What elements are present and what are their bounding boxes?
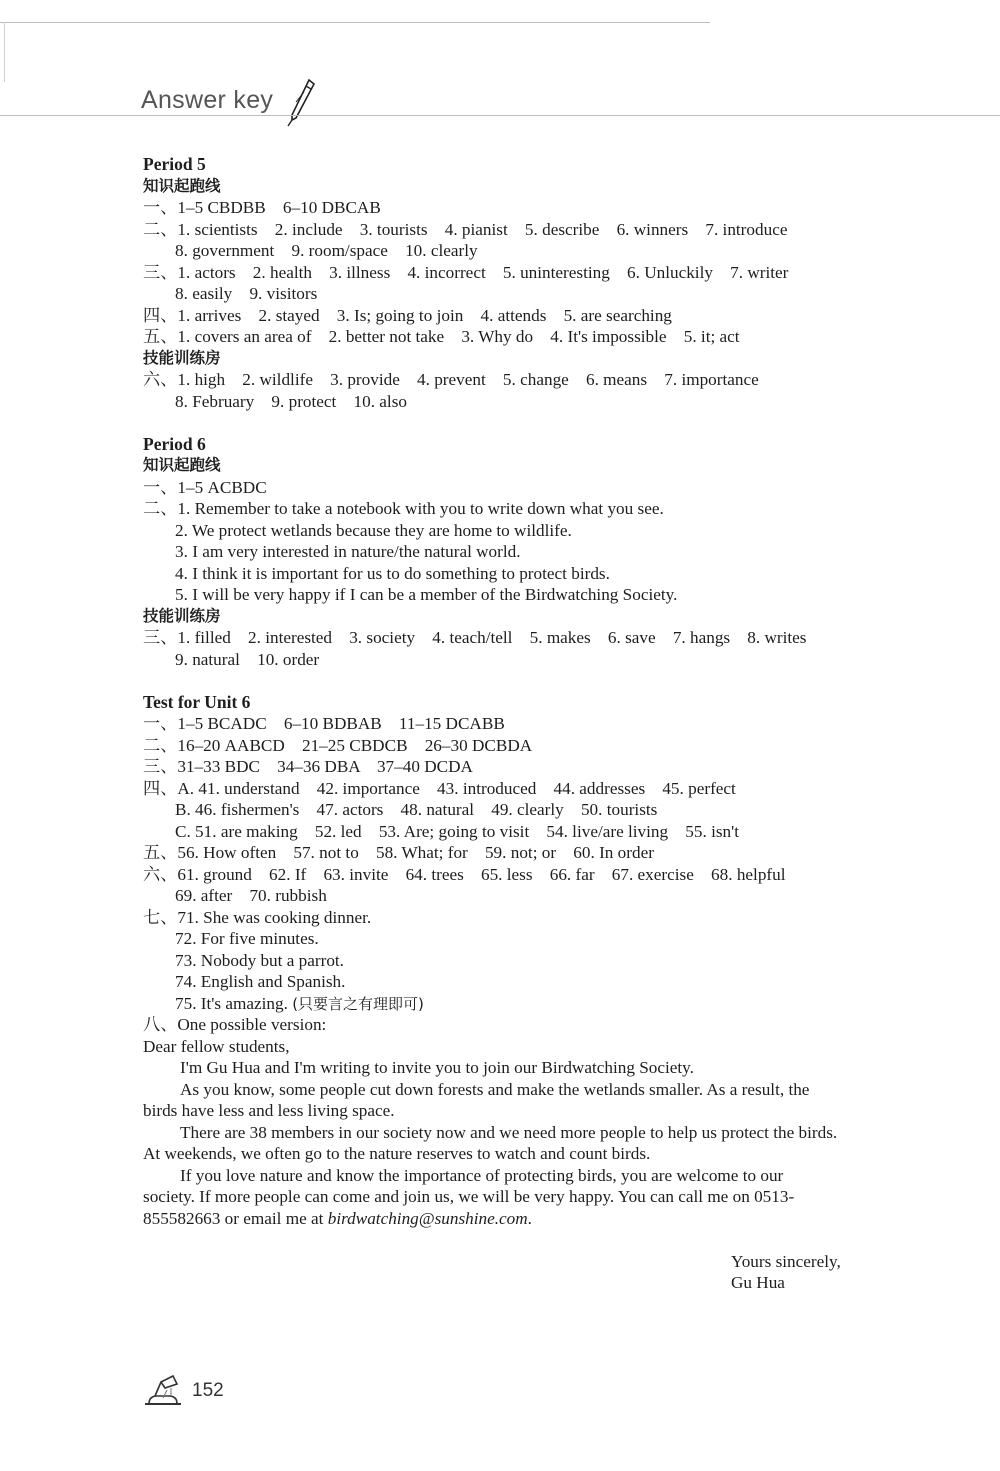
answer-line: 9. natural 10. order [175, 649, 320, 669]
answer-line: 一、1–5 ACBDC [143, 477, 267, 497]
answer-line: 四、1. arrives 2. stayed 3. Is; going to join 4. attends 5. are searching [143, 305, 672, 325]
spacer [143, 1229, 943, 1251]
answer-content [143, 154, 943, 1294]
answer-line: 八、One possible version: [143, 1015, 327, 1034]
letter-greeting: Dear fellow students, [143, 1036, 290, 1056]
answer-line: C. 51. are making 52. led 53. Are; going to visit 54. live/are living 55. isn't [175, 821, 740, 841]
answer-line: 3. I am very interested in nature/the natural world. [175, 542, 521, 561]
period6-sub2: 技能训练房 [143, 606, 221, 625]
answer-line: 五、1. covers an area of 2. better not take 3. Why do 4. It's impossible 5. it; act [143, 327, 740, 346]
answer-line: 69. after 70. rubbish [175, 886, 327, 905]
pen-icon [284, 78, 318, 128]
lamp-icon [141, 1368, 185, 1408]
answer-line: 五、56. How often 57. not to 58. What; for 59. not; or 60. In order [143, 843, 654, 862]
letter-paragraph [143, 1208, 943, 1230]
letter-text: 855582663 or email me at [143, 1208, 328, 1228]
answer-line: 二、1. Remember to take a notebook with you to write down what you see. [143, 499, 664, 518]
letter-paragraph: As you know, some people cut down forests and make the wetlands smaller. As a result, the [180, 1079, 810, 1099]
answer-line: 一、1–5 BCADC 6–10 BDBAB 11–15 DCABB [143, 714, 505, 733]
answer-line: 74. English and Spanish. [175, 972, 346, 991]
test-title: Test for Unit 6 [143, 691, 251, 712]
answer-line: 8. easily 9. visitors [175, 284, 318, 303]
letter-signature: Gu Hua [731, 1273, 785, 1292]
answer-line: 8. government 9. room/space 10. clearly [175, 241, 478, 260]
answer-line: 七、71. She was cooking dinner. [143, 907, 372, 927]
top-rule [0, 22, 710, 23]
letter-paragraph: society. If more people can come and join us, we will be very happy. You can call me on 0513- [143, 1187, 795, 1206]
period6-sub1: 知识起跑线 [143, 456, 221, 474]
letter-paragraph: If you love nature and know the importance of protecting birds, you are welcome to our [180, 1165, 784, 1185]
answer-line: 三、1. filled 2. interested 3. society 4. teach/tell 5. makes 6. save 7. hangs 8. writes [143, 628, 807, 647]
answer-line: B. 46. fishermen's 47. actors 48. natural 49. clearly 50. tourists [175, 800, 658, 819]
answer-line: 三、1. actors 2. health 3. illness 4. incorrect 5. uninteresting 6. Unluckily 7. writer [143, 262, 789, 282]
email-link[interactable]: birdwatching@sunshine.com [327, 1208, 528, 1228]
answer-line: 三、31–33 BDC 34–36 DBA 37–40 DCDA [143, 757, 473, 776]
letter-closing: Yours sincerely, [731, 1251, 841, 1271]
period5-sub1: 知识起跑线 [143, 176, 221, 195]
period6-title: Period 6 [143, 433, 206, 454]
answer-line: 73. Nobody but a parrot. [175, 950, 344, 970]
answer-line: 2. We protect wetlands because they are home to wildlife. [175, 520, 572, 540]
answer-line: 8. February 9. protect 10. also [175, 391, 407, 411]
answer-line: 二、1. scientists 2. include 3. tourists 4. pianist 5. describe 6. winners 7. introduce [143, 219, 788, 239]
letter-paragraph: birds have less and less living space. [143, 1101, 395, 1120]
letter-paragraph: There are 38 members in our society now and we need more people to help us protect the birds. [180, 1122, 838, 1142]
answer-line: 72. For five minutes. [175, 929, 319, 948]
answer-line: 二、16–20 AABCD 21–25 CBDCB 26–30 DCBDA [143, 735, 533, 755]
letter-paragraph: I'm Gu Hua and I'm writing to invite you to join our Birdwatching Society. [180, 1058, 694, 1077]
answer-line [143, 993, 943, 1015]
answer-note: (只要言之有理即可) [292, 994, 424, 1013]
left-rule [4, 22, 5, 82]
spacer [143, 412, 943, 434]
answer-line: 4. I think it is important for us to do something to protect birds. [175, 563, 610, 583]
period5-sub2: 技能训练房 [143, 348, 221, 367]
answer-line: 六、61. ground 62. If 63. invite 64. trees 65. less 66. far 67. exercise 68. helpful [143, 864, 786, 884]
answer-line: 六、1. high 2. wildlife 3. provide 4. prevent 5. change 6. means 7. importance [143, 370, 759, 389]
page-number: 152 [192, 1380, 224, 1401]
header-title: Answer key [141, 86, 274, 114]
answer-text: 75. It's amazing. [175, 993, 288, 1013]
letter-paragraph: At weekends, we often go to the nature reserves to watch and count birds. [143, 1144, 651, 1163]
header-rule [0, 115, 1000, 116]
letter-text: . [527, 1208, 532, 1228]
period5-title: Period 5 [143, 154, 206, 174]
answer-line: 四、A. 41. understand 42. importance 43. introduced 44. addresses 45. perfect [143, 778, 736, 798]
answer-line: 一、1–5 CBDBB 6–10 DBCAB [143, 198, 381, 217]
answer-line: 5. I will be very happy if I can be a member of the Birdwatching Society. [175, 585, 678, 604]
spacer [143, 670, 943, 692]
